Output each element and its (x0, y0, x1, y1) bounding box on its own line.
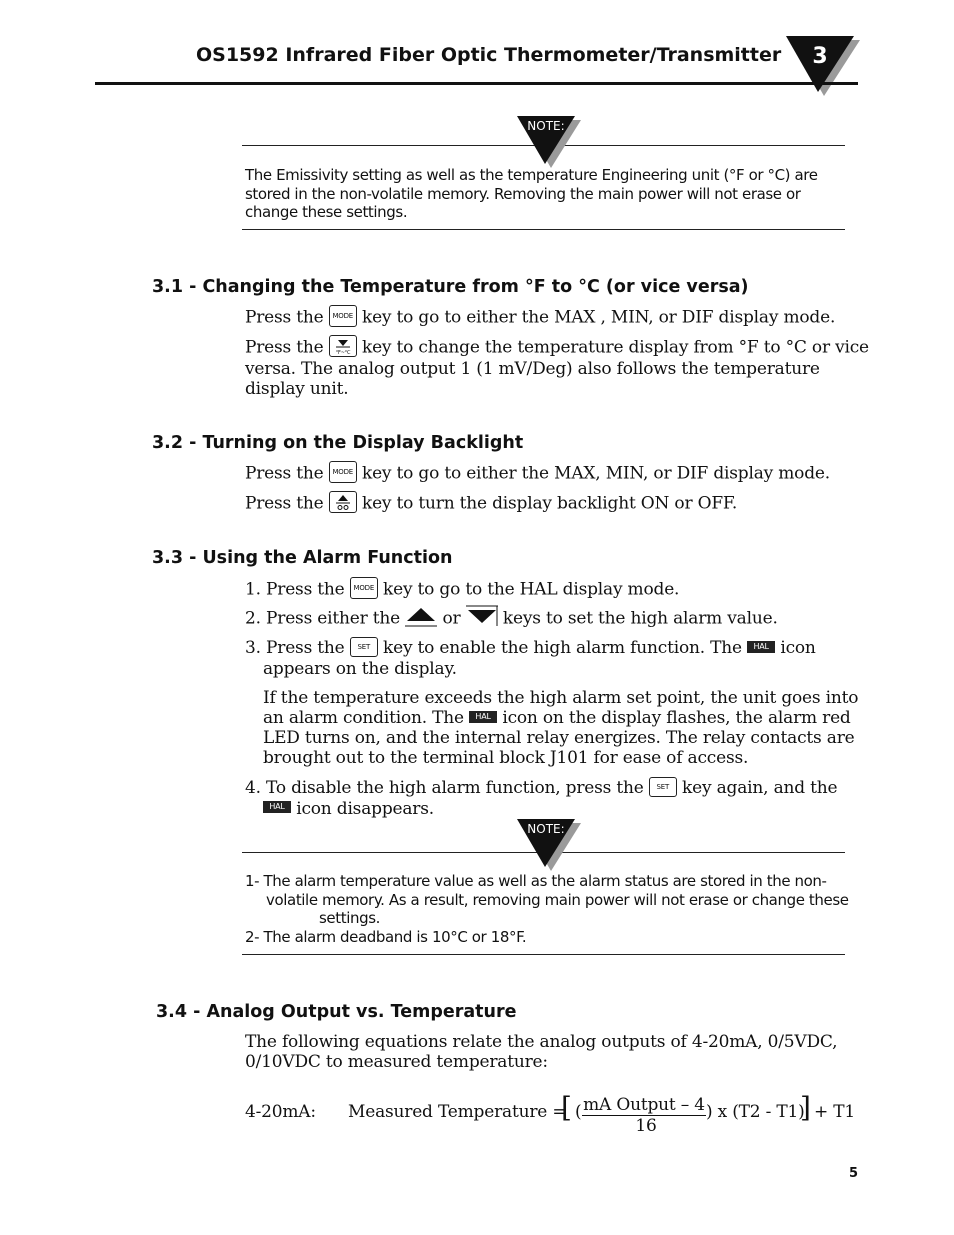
note-bottom-rule (242, 229, 845, 230)
hal-icon: HAL (263, 801, 291, 813)
equation-rhs: ) x (T2 - T1) (706, 1102, 805, 1122)
list-item: 2. Press either the or keys to set the high alarm value. (245, 608, 778, 630)
page-number: 5 (849, 1166, 859, 1181)
note-line: volatile memory. As a result, removing main power will not erase or change these (266, 890, 849, 909)
down-arrow-icon (466, 605, 498, 627)
section-heading-3-4: 3.4 - Analog Output vs. Temperature (156, 1002, 517, 1022)
note-badge (515, 819, 581, 871)
note-label: NOTE: (527, 822, 565, 836)
note-line: settings. (319, 909, 380, 927)
paragraph: Press the key to turn the display backlight ON or OFF. (245, 493, 737, 515)
note-badge (515, 116, 581, 168)
up-arrow-backlight-key-icon (329, 491, 357, 513)
paragraph: Press the MODE key to go to either the MAX , MIN, or DIF display mode. (245, 307, 835, 329)
note-label: NOTE: (527, 119, 565, 133)
down-arrow-fc-key-icon (329, 335, 357, 357)
paragraph: Press the °F~°C key to change the temperature display from °F to °C or vice versa. The analog output 1 (1 mV/Deg) also follows the temperature display unit. (245, 337, 875, 399)
hal-icon: HAL (469, 711, 497, 723)
mode-key-icon: MODE (329, 461, 357, 483)
section-heading-3-2: 3.2 - Turning on the Display Backlight (152, 433, 524, 453)
note-line: stored in the non-volatile memory. Removing the main power will not erase or (245, 184, 801, 203)
section-heading-3-1: 3.1 - Changing the Temperature from °F to °C (or vice versa) (152, 277, 749, 297)
section-heading-3-3: 3.3 - Using the Alarm Function (152, 548, 453, 568)
note-body (245, 872, 865, 946)
list-item: 3. Press the SET key to enable the high alarm function. The HAL icon appears on the display. (245, 638, 816, 679)
note-body (245, 166, 845, 222)
set-key-icon: SET (350, 637, 378, 657)
list-item: 4. To disable the high alarm function, press the SET key again, and the HAL icon disappears. (245, 778, 838, 819)
equation-close-bracket: ] (800, 1091, 811, 1124)
header-rule (95, 82, 858, 85)
equation-open-paren: ( (575, 1102, 582, 1122)
mode-key-icon: MODE (350, 577, 378, 599)
note-line: change these settings. (245, 203, 408, 221)
mode-key-icon: MODE (329, 305, 357, 327)
equation-fraction (582, 1096, 706, 1136)
svg-text:°F~°C: °F~°C (335, 350, 351, 356)
chapter-badge (784, 36, 860, 98)
page-header-title: OS1592 Infrared Fiber Optic Thermometer/Transmitter (196, 44, 782, 66)
hal-icon: HAL (747, 641, 775, 653)
note-line: The Emissivity setting as well as the temperature Engineering unit (°F or °C) are (245, 166, 818, 184)
equation-denominator: 16 (635, 1116, 657, 1136)
paragraph: If the temperature exceeds the high alarm set point, the unit goes into an alarm condition. The HAL icon on the display flashes, the alarm red LED turns on, and the internal relay energizes. The relay contacts are brought out to the terminal block J101 for ease of access. (263, 688, 859, 768)
paragraph: The following equations relate the analog outputs of 4-20mA, 0/5VDC, 0/10VDC to measured temperature: (245, 1032, 838, 1072)
chapter-number: 3 (812, 44, 828, 69)
equation-lhs: Measured Temperature = (348, 1102, 567, 1122)
note-line: 2- The alarm deadband is 10°C or 18°F. (245, 927, 527, 946)
equation-label: 4-20mA: (245, 1102, 316, 1122)
set-key-icon: SET (649, 777, 677, 797)
paragraph: Press the MODE key to go to either the MAX, MIN, or DIF display mode. (245, 463, 830, 485)
note-bottom-rule (242, 954, 845, 955)
note-line: 1- The alarm temperature value as well as the alarm status are stored in the non- (245, 872, 827, 890)
equation-tail: + T1 (814, 1102, 856, 1122)
up-arrow-icon (405, 605, 437, 627)
list-item: 1. Press the MODE key to go to the HAL display mode. (245, 579, 679, 601)
equation-open-bracket: [ (561, 1091, 572, 1124)
equation-numerator: mA Output – 4 (583, 1095, 705, 1115)
